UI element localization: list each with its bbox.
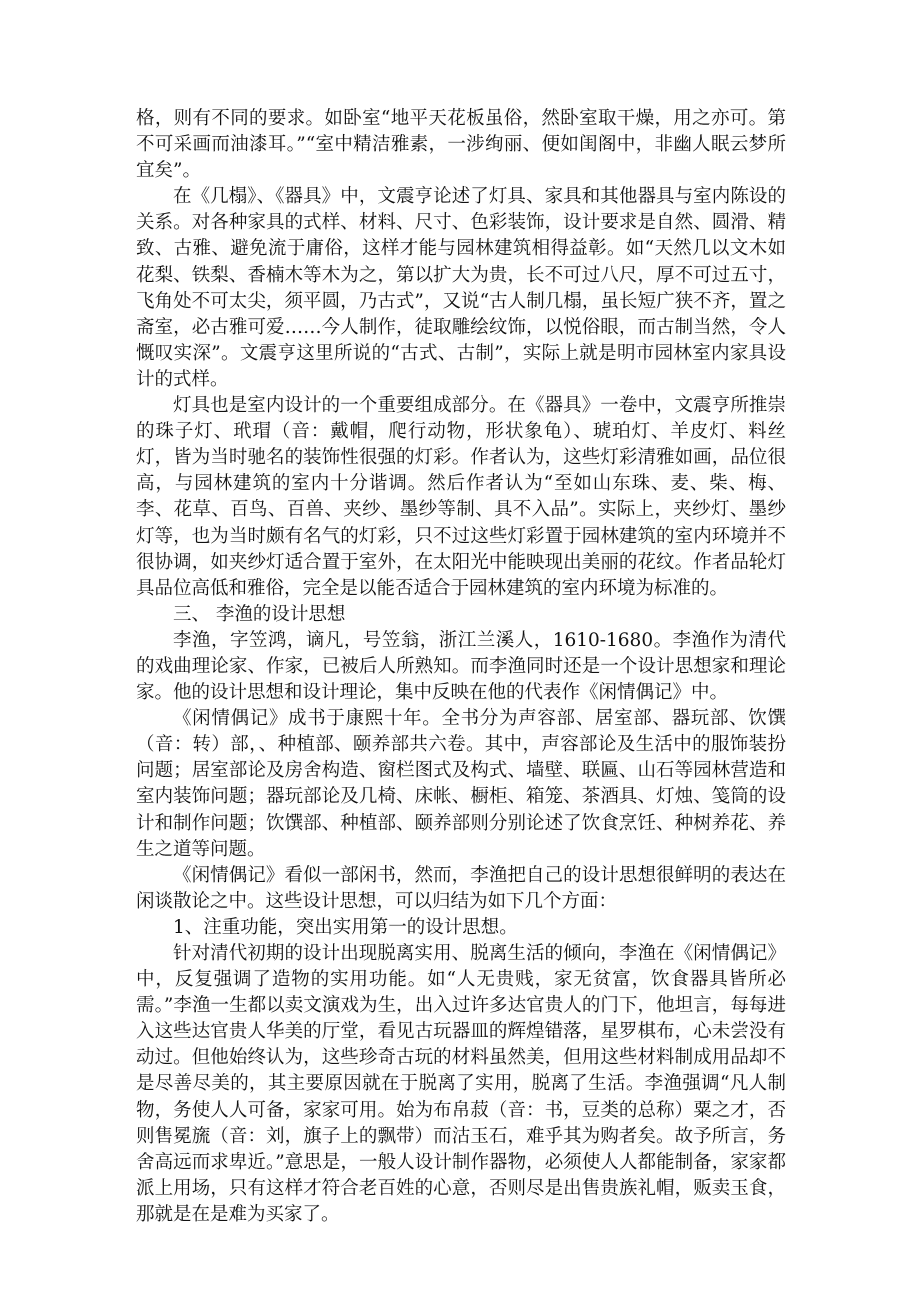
paragraph-practicality: 针对清代初期的设计出现脱离实用、脱离生活的倾向，李渔在《闲情偶记》中，反复强调了造物的实用功能。如“人无贵贱，家无贫富，饮食器具皆所必需。”李渔一生都以卖文演戏为生，出入过许多达官贵人的门下，他坦言，每每进入这些达官贵人华美的厅堂，看见古玩器皿的辉煌错落，星罗棋布，心未尝没有动过。但他始终认为，这些珍奇古玩的材料虽然美，但用这些材料制成用品却不是尽善尽美的，其主要原因就在于脱离了实用，脱离了生活。李渔强调“凡人制物，务使人人可备，家家可用。始为布帛菽（音：书，豆类的总称）粟之才，否则售冕旒（音：刘，旗子上的飘带）而沽玉石，难乎其为购者矣。故予所言，务舍高远而求卑近。”意思是，一般人设计制作器物，必须使人人都能制备，家家都派上用场，只有这样才符合老百姓的心意，否则尽是出售贵族礼帽，贩卖玉食，那就是在是难为买家了。 — [136, 943, 786, 1225]
subsection-heading: 1、注重功能，突出实用第一的设计思想。 — [173, 916, 518, 938]
paragraph-design-ideas: 《闲情偶记》看似一部闲书，然而，李渔把自己的设计思想很鲜明的表达在闲谈散论之中。这些设计思想，可以归结为如下几个方面： — [136, 864, 786, 912]
paragraph-furniture: 在《几榻》、《器具》中，文震亨论述了灯具、家具和其他器具与室内陈设的关系。对各种家具的式样、材料、尺寸、色彩装饰，设计要求是自然、圆滑、精致、古雅、避免流于庸俗，这样才能与园林建筑相得益彰。如“天然几以文木如花梨、铁梨、香楠木等木为之，第以扩大为贵，长不可过八尺，厚不可过五寸，飞角处不可太尖，须平圆，乃古式”，又说“古人制几榻，虽长短广狭不齐，置之斋室，必古雅可爱……今人制作，徒取雕绘纹饰，以悦俗眼，而古制当然，令人慨叹实深”。文震亨这里所说的“古式、古制”，实际上就是明市园林室内家具设计的式样。 — [136, 186, 786, 390]
document-body — [136, 106, 786, 1228]
section-heading: 三、 李渔的设计思想 — [173, 603, 346, 625]
paragraph-book-structure: 《闲情偶记》成书于康熙十年。全书分为声容部、居室部、器玩部、饮馔（音：转）部，、种植部、颐养部共六卷。其中，声容部论及生活中的服饰装扮问题；居室部论及房舍构造、窗栏图式及构式、墙壁、联匾、山石等园林营造和室内装饰问题；器玩部论及几椅、床帐、橱柜、箱笼、茶酒具、灯烛、笺筒的设计和制作问题；饮馔部、种植部、颐养部则分别论述了饮食烹饪、种树养花、养生之道等问题。 — [136, 708, 786, 860]
paragraph-continued: 格，则有不同的要求。如卧室“地平天花板虽俗，然卧室取干燥，用之亦可。第不可采画而油漆耳。”“室中精洁雅素，一涉绚丽、便如闺阁中，非幽人眠云梦所宜矣”。 — [136, 108, 786, 182]
paragraph-li-yu-intro: 李渔，字笠鸿，谪凡，号笠翁，浙江兰溪人，1610-1680。李渔作为清代的戏曲理论家、作家，已被后人所熟知。而李渔同时还是一个设计思想家和理论家。他的设计思想和设计理论，集中反映在他的代表作《闲情偶记》中。 — [136, 629, 786, 704]
paragraph-lamps: 灯具也是室内设计的一个重要组成部分。在《器具》一卷中，文震亨所推崇的珠子灯、玳瑁（音：戴帽，爬行动物，形状象龟）、琥珀灯、羊皮灯、料丝灯，皆为当时驰名的装饰性很强的灯彩。作者认为，这些灯彩清雅如画，品位很高，与园林建筑的室内十分谐调。然后作者认为“至如山东珠、麦、柴、梅、李、花草、百鸟、百兽、夹纱、墨纱等制、具不入品”。实际上，夹纱灯、墨纱灯等，也为当时颇有名气的灯彩，只不过这些灯彩置于园林建筑的室内环境并不很协调，如夹纱灯适合置于室外，在太阳光中能映现出美丽的花纹。作者品轮灯具品位高低和雅俗，完全是以能否适合于园林建筑的室内环境为标准的。 — [136, 395, 786, 599]
